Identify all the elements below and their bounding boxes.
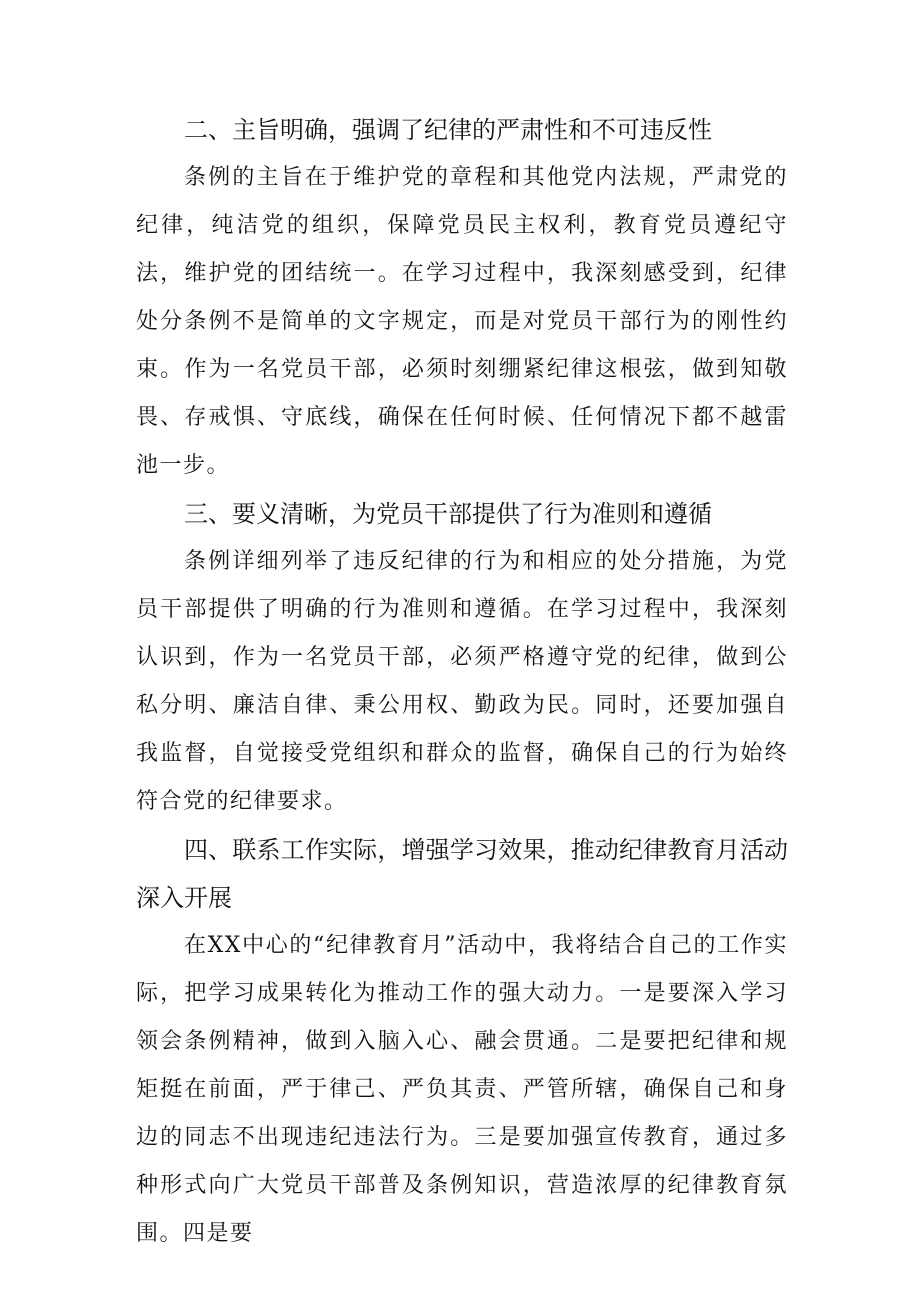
- section-4-heading: 四、联系工作实际，增强学习效果，推动纪律教育月活动深入开展: [136, 836, 788, 912]
- section-3-paragraph: 条例详细列举了违反纪律的行为和相应的处分措施，为党员干部提供了明确的行为准则和遵循。在学习过程中，我深刻认识到，作为一名党员干部，必须严格遵守党的纪律，做到公私分明、廉洁自律、秉公用权、勤政为民。同时，还要加强自我监督，自觉接受党组织和群众的监督，确保自己的行为始终符合党的纪律要求。: [136, 549, 788, 814]
- section-2-heading: 二、主旨明确，强调了纪律的严肃性和不可违反性: [184, 116, 712, 144]
- section-3-heading: 三、要义清晰，为党员干部提供了行为准则和遵循: [184, 500, 712, 528]
- section-2-paragraph: 条例的主旨在于维护党的章程和其他党内法规，严肃党的纪律，纯洁党的组织，保障党员民主权利，教育党员遵纪守法，维护党的团结统一。在学习过程中，我深刻感受到，纪律处分条例不是简单的文字规定，而是对党员干部行为的刚性约束。作为一名党员干部，必须时刻绷紧纪律这根弦，做到知敬畏、存戒惧、守底线，确保在任何时候、任何情况下都不越雷池一步。: [136, 165, 788, 478]
- document-body: [136, 106, 788, 1258]
- section-4-paragraph: 在XX中心的“纪律教育月”活动中，我将结合自己的工作实际，把学习成果转化为推动工作的强大动力。一是要深入学习领会条例精神，做到入脑入心、融会贯通。二是要把纪律和规矩挺在前面，严于律己、严负其责、严管所辖，确保自己和身边的同志不出现违纪违法行为。三是要加强宣传教育，通过多种形式向广大党员干部普及条例知识，营造浓厚的纪律教育氛围。四是要: [136, 933, 788, 1246]
